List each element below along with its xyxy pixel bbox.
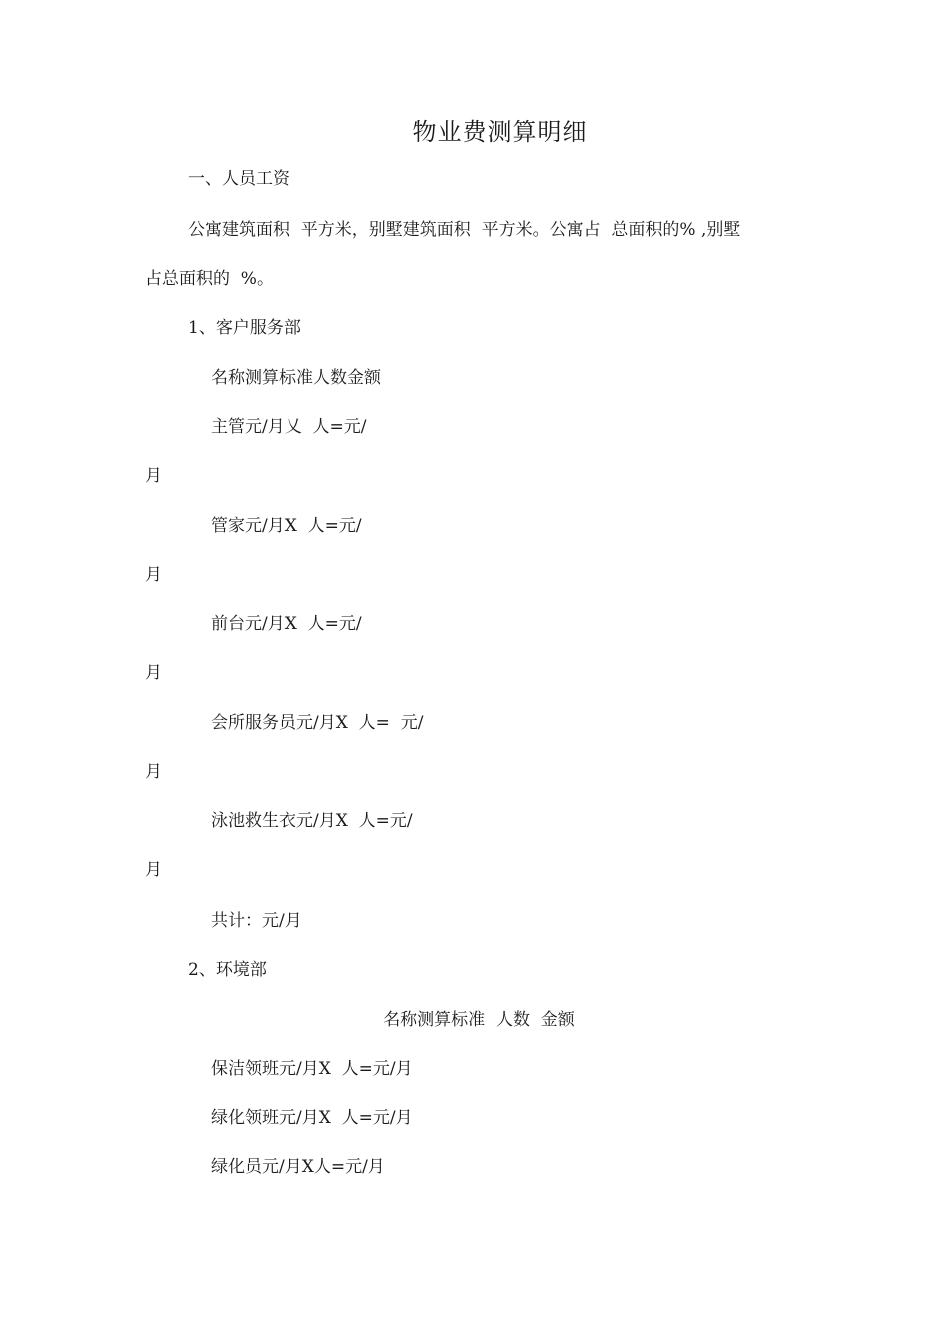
table-row-club-attendant-wrap: 月 — [145, 762, 162, 782]
section-heading-personnel-wages: 一、人员工资 — [188, 169, 290, 189]
table-row-lifeguard: 泳池救生衣元/月X 人=元/ — [211, 811, 413, 831]
table-row-butler-wrap: 月 — [145, 565, 162, 585]
area-paragraph-line-1: 公寓建筑面积 平方米，别墅建筑面积 平方米。公寓占 总面积的% ,别墅 — [188, 220, 741, 240]
table-header-environment: 名称测算标准 人数 金额 — [383, 1010, 575, 1030]
table-row-greening-leader: 绿化领班元/月X 人=元/月 — [211, 1108, 413, 1128]
table-row-greening-worker: 绿化员元/月X人=元/月 — [211, 1157, 385, 1177]
table-row-lifeguard-wrap: 月 — [145, 860, 162, 880]
table-row-butler: 管家元/月X 人=元/ — [211, 516, 362, 536]
subsection-heading-environment: 2、环境部 — [188, 960, 267, 980]
table-row-supervisor-wrap: 月 — [145, 466, 162, 486]
area-paragraph-line-2: 占总面积的 %。 — [145, 269, 274, 289]
customer-service-total: 共计：元/月 — [211, 911, 302, 931]
table-row-front-desk: 前台元/月X 人=元/ — [211, 614, 362, 634]
document-title: 物业费测算明细 — [412, 118, 588, 146]
table-row-supervisor: 主管元/月乂 人=元/ — [211, 417, 367, 437]
table-row-club-attendant: 会所服务员元/月X 人= 元/ — [211, 713, 424, 733]
table-row-front-desk-wrap: 月 — [145, 663, 162, 683]
subsection-heading-customer-service: 1、客户服务部 — [188, 318, 301, 338]
table-row-cleaning-leader: 保洁领班元/月X 人=元/月 — [211, 1059, 413, 1079]
table-header-customer-service: 名称测算标准人数金额 — [211, 368, 381, 388]
